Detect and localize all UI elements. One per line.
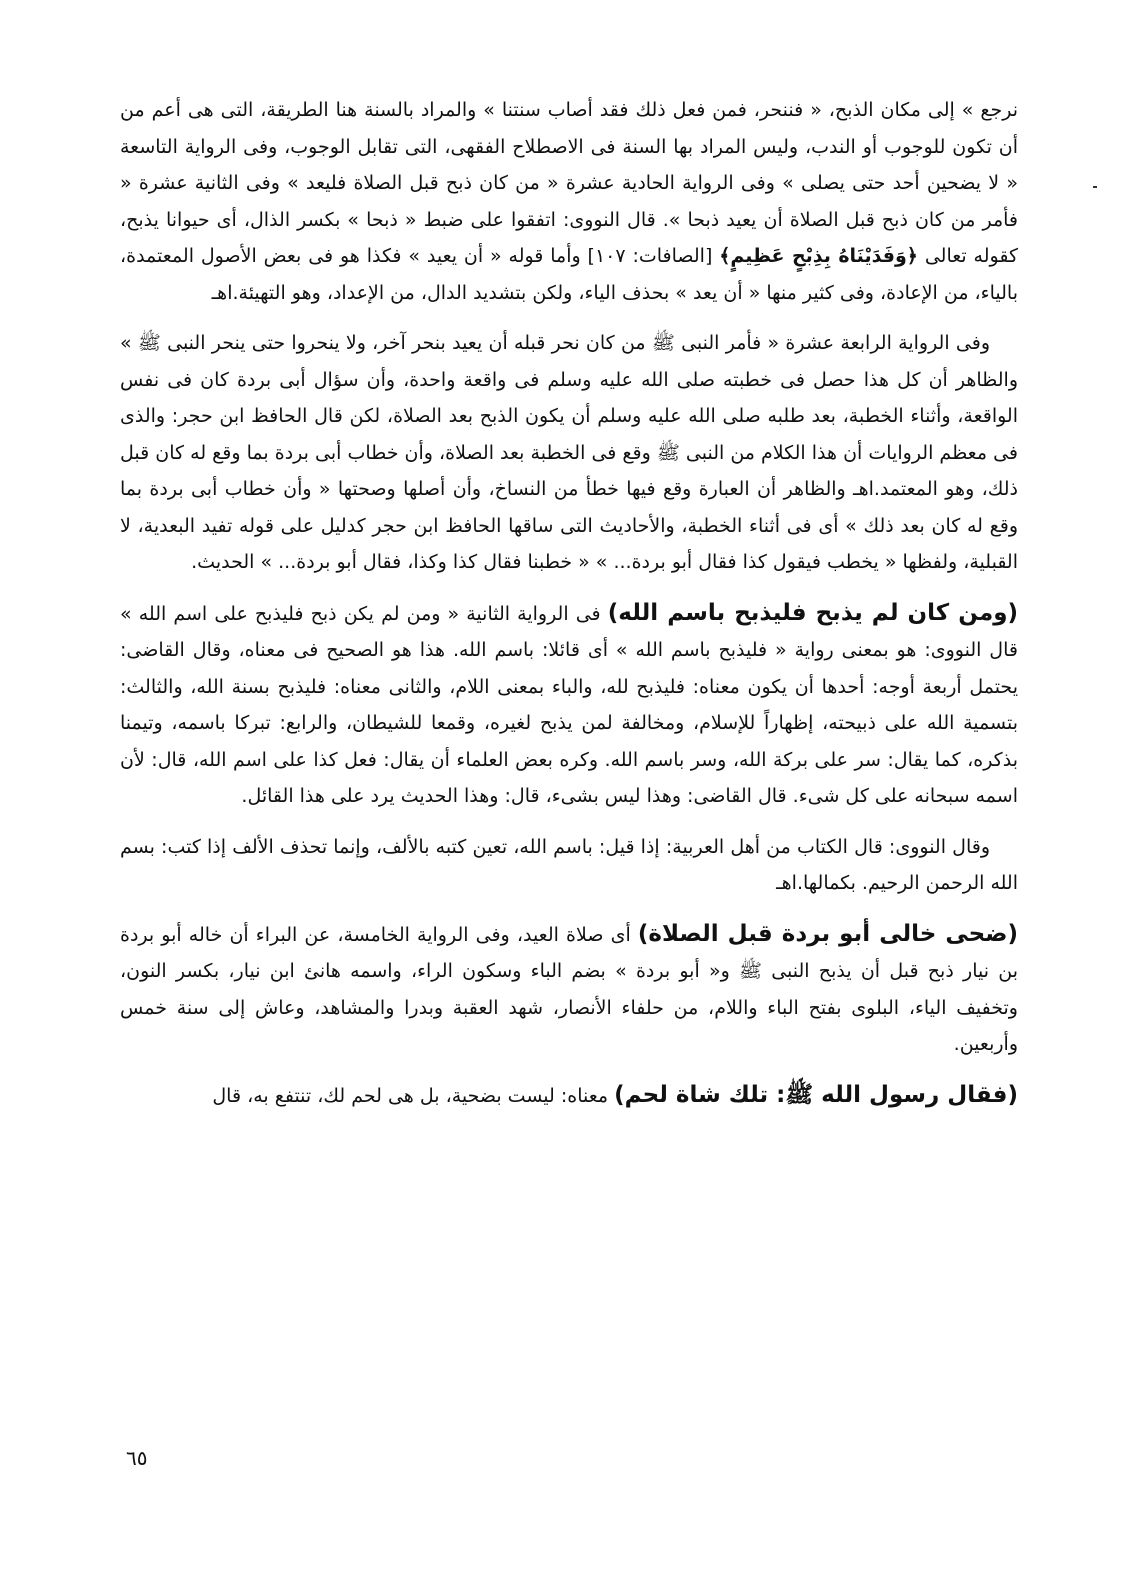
section-heading-2: (ضحى خالى أبو بردة قبل الصلاة)	[637, 920, 1018, 947]
section-heading-1: (ومن كان لم يذبح فليذبح باسم الله)	[607, 599, 1019, 626]
paragraph-1-text-after: [الصافات: ١٠٧] وأما قوله « أن يعيد » فكذا هو فى بعض الأصول المعتمدة، بالياء، من الإعادة، وفى كثير منها « أن يعد » بحذف الياء، ولكن بتشديد الدال، من الإعداد، وهو التهيئة.اهـ	[120, 245, 1018, 304]
paragraph-3-text: فى الرواية الثانية « ومن لم يكن ذبح فليذبح على اسم الله » قال النووى: هو بمعنى رواية « فليذبح باسم الله » أى قائلا: باسم الله. هذا هو الصحيح فى معناه، وقال القاضى: يحتمل أربعة أوجه: أحدها أن يكون معناه: فليذبح لله، والباء بمعنى اللام، والثانى معناه: فليذبح بسنة الله، والثالث: بتسمية الله على ذبيحته، إظهاراً للإسلام، ومخالفة لمن يذبح لغيره، وقمعا للشيطان، والرابع: تبركا باسمه، وتيمنا بذكره، كما يقال: سر على بركة الله، وسر باسم الله. وكره بعض العلماء أن يقال: فعل كذا على اسم الله، قال: لأن اسمه سبحانه على كل شىء. قال القاضى: وهذا ليس بشىء، قال: وهذا الحديث يرد على هذا القائل.	[120, 602, 1018, 807]
paragraph-5	[120, 916, 1018, 1063]
paragraph-4	[120, 829, 1018, 902]
paragraph-3	[120, 595, 1018, 815]
section-heading-3: (فقال رسول الله ﷺ: تلك شاة لحم)	[614, 1081, 1018, 1108]
paragraph-1	[120, 92, 1018, 311]
paragraph-1-text: نرجع » إلى مكان الذبح، « فننحر، فمن فعل ذلك فقد أصاب سنتنا » والمراد بالسنة هنا الطريقة، التى هى أعم من أن تكون للوجوب أو الندب، وليس المراد بها السنة فى الاصطلاح الفقهى، التى تقابل الوجوب، وفى الرواية التاسعة « لا يضحين أحد حتى يصلى » وفى الرواية الحادية عشرة « من كان ذبح قبل الصلاة فليعد » وفى الثانية عشرة « فأمر من كان ذبح قبل الصلاة أن يعيد ذبحا ». قال النووى: اتفقوا على ضبط « ذبحا » بكسر الذال، أى حيوانا يذبح، كقوله تعالى	[120, 99, 1018, 267]
quran-verse: ﴿وَفَدَيْنَاهُ بِذِبْحٍ عَظِيمٍ﴾	[719, 245, 918, 267]
paragraph-2-text: وفى الرواية الرابعة عشرة « فأمر النبى ﷺ من كان نحر قبله أن يعيد بنحر آخر، ولا ينحروا حتى ينحر النبى ﷺ » والظاهر أن كل هذا حصل فى خطبته صلى الله عليه وسلم فى واقعة واحدة، وأن سؤال أبى بردة كان فى نفس الواقعة، وأثناء الخطبة، بعد طلبه صلى الله عليه وسلم أن يكون الذبح بعد الصلاة، لكن قال الحافظ ابن حجر: والذى فى معظم الروايات أن هذا الكلام من النبى ﷺ وقع فى الخطبة بعد الصلاة، وأن خطاب أبى بردة بما وقع له كان قبل ذلك، وهو المعتمد.اهـ والظاهر أن العبارة وقع فيها خطأ من النساخ، وأن أصلها وصحتها « وأن خطاب أبى بردة بما وقع له كان بعد ذلك » أى فى أثناء الخطبة، والأحاديث التى ساقها الحافظ ابن حجر كدليل على قوله تفيد البعدية، لا القبلية، ولفظها « يخطب فيقول كذا فقال أبو بردة... » « خطبنا فقال كذا وكذا، فقال أبو بردة... » الحديث.	[120, 332, 1018, 573]
paragraph-2	[120, 325, 1018, 581]
book-page	[120, 92, 1018, 1128]
scan-artifact	[1093, 186, 1097, 188]
paragraph-6	[120, 1077, 1018, 1115]
page-number: ٦٥	[126, 1446, 148, 1470]
paragraph-4-text: وقال النووى: قال الكتاب من أهل العربية: إذا قيل: باسم الله، تعين كتبه بالألف، وإنما تحذف الألف إذا كتب: بسم الله الرحمن الرحيم. بكمالها.اهـ	[120, 835, 1018, 894]
paragraph-5-text: أى صلاة العيد، وفى الرواية الخامسة، عن البراء أن خاله أبو بردة بن نيار ذبح قبل أن يذبح النبى ﷺ و« أبو بردة » بضم الباء وسكون الراء، واسمه هانئ ابن نيار، بكسر النون، وتخفيف الياء، البلوى بفتح الباء واللام، من حلفاء الأنصار، شهد العقبة وبدرا والمشاهد، وعاش إلى سنة خمس وأربعين.	[120, 923, 1018, 1055]
paragraph-6-text: معناه: ليست بضحية، بل هى لحم لك، تنتفع به، قال	[212, 1084, 609, 1107]
